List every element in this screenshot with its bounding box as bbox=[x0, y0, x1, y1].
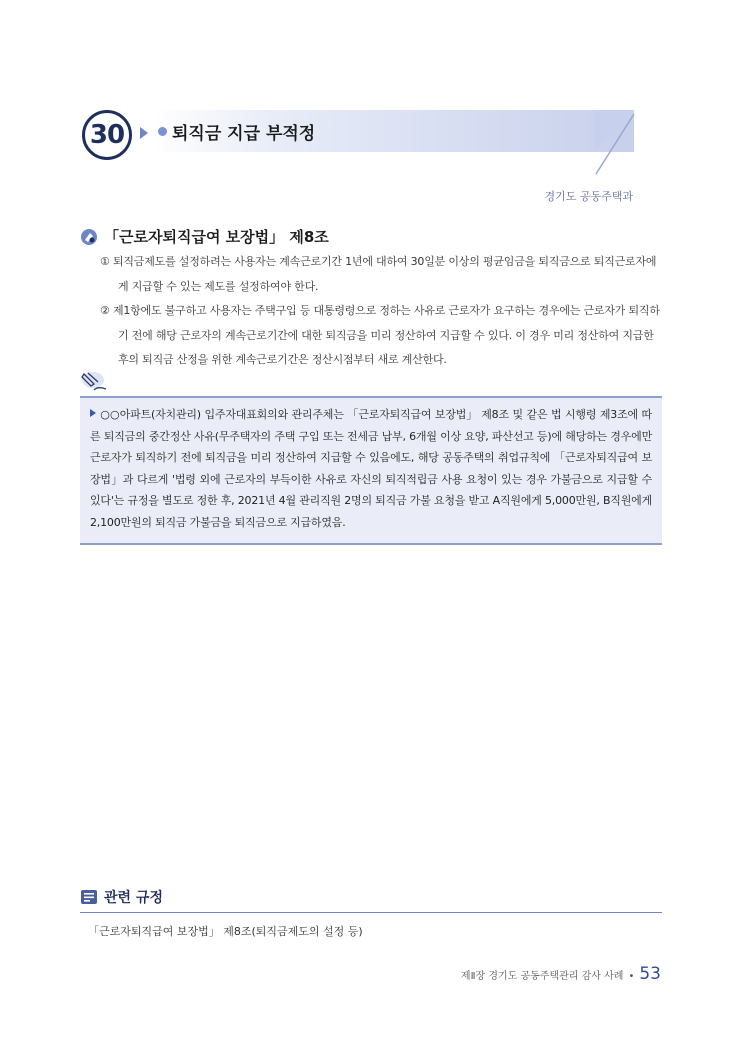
page-footer bbox=[461, 964, 661, 984]
fact-text: ○○아파트(자치관리) 입주자대표회의와 관리주체는 「근로자퇴직급여 보장법」 제8조 및 같은 법 시행령 제3조에 따른 퇴직금의 중간정산 사유(무주택자의 주택 구입 또는 전세금 납부, 6개월 이상 요양, 파산선고 등)에 해당하는 경우에만 근로자가 퇴직하기 전에 퇴직금을 미리 정산하여 지급할 수 있음에도, 해당 공동주택의 취업규칙에 「근로자퇴직급여 보장법」과 다르게 '법령 외에 근로자의 부득이한 사유로 자신의 퇴직적립금 사용 요청이 있는 경우 가불금으로 지급할 수 있다'는 규정을 별도로 정한 후, 2021년 4월 관리직원 2명의 퇴직금 가불 요청을 받고 A직원에게 5,000만원, B직원에게 2,100만원의 퇴직금 가불금을 퇴직금으로 지급하였음. bbox=[90, 408, 652, 529]
related-heading-text: 관련 규정 bbox=[104, 890, 163, 906]
law-clause-2: ② 제1항에도 불구하고 사용자는 주택구입 등 대통령령으로 정하는 사유로 근로자가 요구하는 경우에는 근로자가 퇴직하기 전에 해당 근로자의 계속근로기간에 대한 퇴직금을 미리 정산하여 지급할 수 있다. 이 경우 미리 정산하여 지급한 후의 퇴직금 산정을 위한 계속근로기간은 정산시점부터 새로 계산한다. bbox=[100, 304, 660, 366]
fact-arrow-icon bbox=[90, 409, 96, 417]
triangle-arrow-icon bbox=[140, 127, 148, 139]
related-divider bbox=[80, 912, 662, 913]
case-header bbox=[80, 108, 640, 168]
department-label: 경기도 공동주택과 bbox=[544, 190, 633, 203]
law-title-text: 「근로자퇴직급여 보장법」 제8조 bbox=[104, 228, 329, 246]
bullet-dot-icon bbox=[158, 127, 167, 136]
law-badge-icon bbox=[80, 228, 98, 246]
fact-text-paragraph bbox=[90, 404, 652, 533]
case-title: 퇴직금 지급 부적정 bbox=[172, 124, 316, 144]
title-bar-tail-icon bbox=[594, 110, 644, 180]
case-number-badge: 30 bbox=[82, 110, 132, 160]
document-icon bbox=[80, 889, 98, 905]
fact-box bbox=[80, 396, 662, 545]
law-body bbox=[100, 250, 662, 373]
related-heading bbox=[80, 887, 163, 907]
law-title bbox=[80, 226, 329, 247]
footer-chapter: 제Ⅱ장 경기도 공동주택관리 감사 사례 bbox=[460, 971, 624, 982]
related-regulation: 「근로자퇴직급여 보장법」 제8조(퇴직금제도의 설정 등) bbox=[88, 925, 363, 938]
footer-bullet-icon: • bbox=[628, 971, 635, 982]
law-clause-1: ① 퇴직금제도를 설정하려는 사용자는 계속근로기간 1년에 대하여 30일분 이상의 평균임금을 퇴직금으로 퇴직근로자에게 지급할 수 있는 제도를 설정하여야 한다. bbox=[100, 255, 657, 293]
pen-note-icon bbox=[80, 368, 110, 394]
page-number: 53 bbox=[639, 964, 661, 984]
